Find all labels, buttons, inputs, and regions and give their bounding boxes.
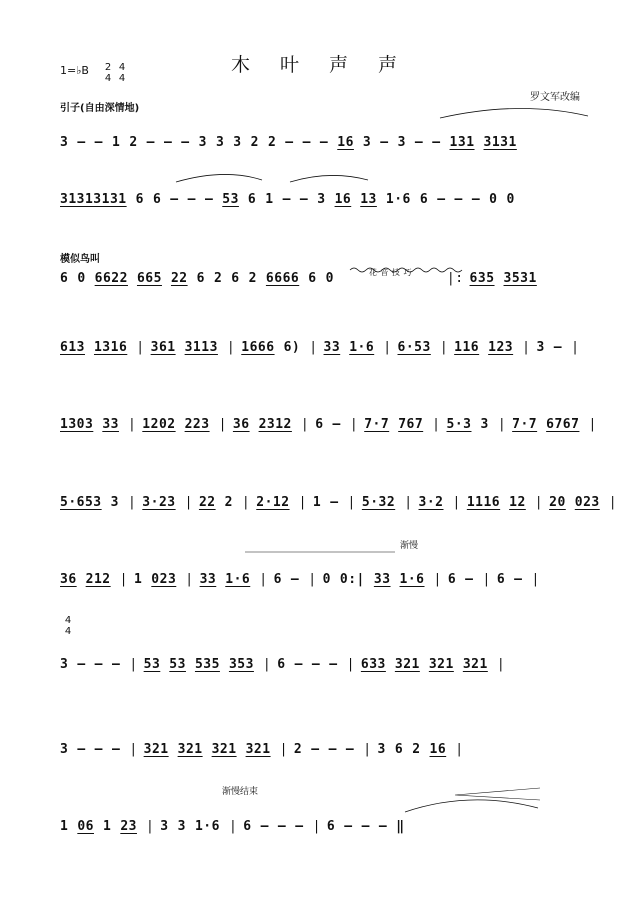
barline: | bbox=[433, 571, 442, 587]
dash: – bbox=[111, 656, 121, 672]
score-line-2 bbox=[60, 185, 590, 213]
barline: | bbox=[432, 416, 441, 432]
note-group: 131 bbox=[449, 134, 475, 150]
barline: | bbox=[312, 818, 321, 834]
note-group: 223 bbox=[184, 416, 210, 432]
dash: – bbox=[311, 656, 321, 672]
note-group: 53 bbox=[143, 656, 161, 672]
dash: – bbox=[328, 741, 337, 757]
dash: – bbox=[514, 571, 523, 587]
dash: – bbox=[302, 134, 311, 150]
note: 6 bbox=[196, 270, 205, 286]
note-group: 613 bbox=[60, 339, 85, 355]
arranger-credit: 罗文军改编 bbox=[530, 92, 580, 103]
dash: – bbox=[111, 741, 121, 757]
note-group: 1303 bbox=[60, 416, 94, 432]
barline: | bbox=[482, 571, 491, 587]
note-group: 1·6 bbox=[349, 339, 375, 355]
dash: – bbox=[380, 134, 389, 150]
barline: | bbox=[452, 494, 461, 510]
note-group: 321 bbox=[211, 741, 237, 757]
rest: 0 bbox=[489, 191, 498, 207]
note: 3 bbox=[317, 191, 326, 207]
note: 2 bbox=[248, 270, 257, 286]
score-line-4 bbox=[60, 333, 590, 361]
note: 2 bbox=[250, 134, 259, 150]
dash: – bbox=[170, 191, 179, 207]
score-line-10 bbox=[60, 812, 590, 840]
barline: | bbox=[145, 818, 155, 834]
score-line-6 bbox=[60, 488, 618, 516]
time-signature-2-4: 2 4 bbox=[104, 62, 112, 84]
note: 2 bbox=[267, 134, 277, 150]
note-group: 5·32 bbox=[361, 494, 396, 510]
note: 2 bbox=[293, 741, 303, 757]
bird-call-label: 模似鸟叫 bbox=[60, 254, 100, 265]
score-line-5 bbox=[60, 410, 597, 438]
note-group: 6622 bbox=[94, 270, 128, 286]
note-group: 321 bbox=[143, 741, 169, 757]
dash: – bbox=[432, 134, 441, 150]
note-group: 321 bbox=[462, 656, 488, 672]
note: 6 bbox=[231, 270, 240, 286]
note-group: 321 bbox=[177, 741, 203, 757]
note-group: 1·6 bbox=[399, 571, 425, 587]
note-group: 123 bbox=[488, 339, 514, 355]
barline: | bbox=[218, 416, 227, 432]
note-group: 31313131 bbox=[60, 191, 127, 207]
rest: 0 bbox=[506, 191, 515, 207]
dash: – bbox=[77, 656, 86, 672]
note: 1 bbox=[133, 571, 143, 587]
slur-arc bbox=[440, 108, 588, 118]
intro-label: 引子(自由深情地) bbox=[60, 103, 140, 114]
time-signature-4-4: 4 4 bbox=[118, 62, 126, 84]
rest: 0 bbox=[77, 270, 86, 286]
note-group: 7·7 bbox=[364, 416, 390, 432]
barline: | bbox=[184, 494, 193, 510]
rest: 0 bbox=[325, 270, 334, 286]
note-group: 33 bbox=[102, 416, 119, 432]
dash: – bbox=[277, 818, 287, 834]
note: 6 bbox=[247, 191, 257, 207]
note: 2 bbox=[224, 494, 233, 510]
dash: – bbox=[94, 134, 103, 150]
barline: | bbox=[496, 656, 506, 672]
barline: | bbox=[531, 571, 540, 587]
score-title: 木 叶 声 声 bbox=[230, 54, 410, 76]
note-group: 3·23 bbox=[142, 494, 176, 510]
note: 1 bbox=[102, 818, 112, 834]
note-group: 13 bbox=[360, 191, 377, 207]
dash: – bbox=[163, 134, 173, 150]
note: 1 bbox=[265, 191, 274, 207]
note-group: 212 bbox=[85, 571, 111, 587]
note-group: 5·653 bbox=[60, 494, 102, 510]
note: 2 bbox=[129, 134, 138, 150]
barline: | bbox=[608, 494, 618, 510]
note: 3 bbox=[110, 494, 119, 510]
note: 6 bbox=[152, 191, 162, 207]
time-signature-change: 4 4 bbox=[64, 615, 72, 637]
barline: | bbox=[262, 656, 272, 672]
dash: – bbox=[77, 134, 86, 150]
note-group: 33 bbox=[373, 571, 391, 587]
note-group: 023 bbox=[574, 494, 600, 510]
note-group: 36 bbox=[232, 416, 250, 432]
note: 6 bbox=[135, 191, 144, 207]
dash: – bbox=[465, 571, 474, 587]
note: 6 bbox=[273, 571, 282, 587]
note: 3 bbox=[215, 134, 225, 150]
note: 3 bbox=[60, 656, 69, 672]
barline: | bbox=[349, 416, 359, 432]
note-group: 1202 bbox=[142, 416, 176, 432]
note: 3 bbox=[397, 134, 406, 150]
barline: | bbox=[308, 571, 317, 587]
note: 3 bbox=[177, 818, 186, 834]
slur-arc bbox=[405, 800, 538, 812]
note: 6 bbox=[326, 818, 336, 834]
note-group: 321 bbox=[394, 656, 420, 672]
note: 3 bbox=[60, 741, 69, 757]
note: 6 bbox=[394, 741, 404, 757]
dash: – bbox=[282, 191, 291, 207]
note-group: 36 bbox=[60, 571, 77, 587]
note-group: 53 bbox=[222, 191, 239, 207]
note-group: 023 bbox=[151, 571, 177, 587]
score-line-8 bbox=[60, 650, 590, 678]
note: 6 bbox=[243, 818, 252, 834]
note: 3 bbox=[536, 339, 545, 355]
dash: – bbox=[329, 656, 338, 672]
score-line-3 bbox=[60, 264, 590, 292]
note-group: 1·6 bbox=[225, 571, 251, 587]
note: 1 bbox=[312, 494, 322, 510]
barline: | bbox=[228, 818, 238, 834]
note-group: 23 bbox=[120, 818, 137, 834]
note-group: 635 bbox=[469, 270, 495, 286]
note: 6 bbox=[277, 656, 286, 672]
ritardando-label: 渐慢 bbox=[400, 541, 419, 551]
barline: | bbox=[309, 339, 318, 355]
note: 3 bbox=[233, 134, 242, 150]
dash: – bbox=[181, 134, 190, 150]
note-group: 16 bbox=[429, 741, 447, 757]
note-group: 321 bbox=[428, 656, 454, 672]
note-group: 2312 bbox=[258, 416, 292, 432]
note: 1·6 bbox=[194, 818, 220, 834]
note: 1 bbox=[60, 818, 69, 834]
barline: | bbox=[241, 494, 251, 510]
note-group: 12 bbox=[509, 494, 526, 510]
barline: | bbox=[136, 339, 145, 355]
note: 3 bbox=[198, 134, 207, 150]
score-line-7 bbox=[60, 565, 590, 593]
dash: – bbox=[94, 741, 103, 757]
score-line-9 bbox=[60, 735, 590, 763]
barline: | bbox=[346, 656, 355, 672]
barline: | bbox=[522, 339, 531, 355]
barline: | bbox=[383, 339, 392, 355]
dash: – bbox=[378, 818, 388, 834]
dash: – bbox=[345, 741, 355, 757]
dash: – bbox=[187, 191, 196, 207]
dash: – bbox=[330, 494, 339, 510]
note-group: 353 bbox=[228, 656, 254, 672]
note-group: 3113 bbox=[184, 339, 218, 355]
barline: | bbox=[129, 656, 138, 672]
barline: | bbox=[127, 416, 137, 432]
note: 6 bbox=[308, 270, 317, 286]
dash: – bbox=[204, 191, 214, 207]
note: 2 bbox=[412, 741, 421, 757]
dash: – bbox=[344, 818, 353, 834]
repeat-end: 0:| bbox=[339, 571, 365, 587]
slur-arc bbox=[290, 175, 368, 182]
note: 3 bbox=[480, 416, 489, 432]
ritardando-end-label: 渐慢结束 bbox=[222, 787, 259, 797]
note-group: 116 bbox=[454, 339, 480, 355]
note-group: 633 bbox=[360, 656, 386, 672]
barline: | bbox=[129, 741, 138, 757]
barline: | bbox=[571, 339, 580, 355]
note-group: 33 bbox=[323, 339, 341, 355]
note: 1·6 bbox=[385, 191, 411, 207]
note: 6 bbox=[447, 571, 457, 587]
barline: | bbox=[119, 571, 128, 587]
barline: | bbox=[185, 571, 194, 587]
barline: | bbox=[300, 416, 310, 432]
dash: – bbox=[285, 134, 294, 150]
note-group: 665 bbox=[136, 270, 162, 286]
note: 6 bbox=[315, 416, 324, 432]
note: 3 bbox=[160, 818, 169, 834]
note-group: 20 bbox=[549, 494, 566, 510]
flower-technique-label: 花 音 技 巧 bbox=[368, 267, 412, 277]
note-group: 22 bbox=[170, 270, 188, 286]
note-group: 7·7 bbox=[512, 416, 538, 432]
dash: – bbox=[454, 191, 463, 207]
note: 3 bbox=[377, 741, 386, 757]
barline: | bbox=[497, 416, 507, 432]
note-group: 3·2 bbox=[418, 494, 444, 510]
dash: – bbox=[146, 134, 155, 150]
dash: – bbox=[260, 818, 269, 834]
barline: | bbox=[127, 494, 137, 510]
note: 6 bbox=[419, 191, 429, 207]
barline: | bbox=[534, 494, 544, 510]
barline: | bbox=[298, 494, 307, 510]
dash: – bbox=[295, 818, 304, 834]
dash: – bbox=[361, 818, 370, 834]
dash: – bbox=[471, 191, 481, 207]
dash: – bbox=[290, 571, 300, 587]
note: 3 bbox=[362, 134, 372, 150]
note: 6) bbox=[283, 339, 301, 355]
note-group: 3131 bbox=[483, 134, 517, 150]
note-group: 6·53 bbox=[397, 339, 431, 355]
note-group: 361 bbox=[150, 339, 176, 355]
dash: – bbox=[94, 656, 103, 672]
barline: | bbox=[363, 741, 372, 757]
note: 1 bbox=[111, 134, 121, 150]
dash: – bbox=[77, 741, 86, 757]
barline: | bbox=[439, 339, 449, 355]
diminuendo-hairpin bbox=[455, 788, 540, 800]
note-group: 6767 bbox=[546, 416, 580, 432]
dash: – bbox=[553, 339, 563, 355]
barline: | bbox=[404, 494, 413, 510]
note-group: 1316 bbox=[93, 339, 128, 355]
note-group: 16 bbox=[334, 191, 352, 207]
barline: | bbox=[588, 416, 597, 432]
note: 6 bbox=[496, 571, 506, 587]
repeat-start-barline: |: bbox=[446, 270, 464, 286]
dash: – bbox=[311, 741, 320, 757]
barline: | bbox=[226, 339, 236, 355]
barline: | bbox=[279, 741, 288, 757]
key-signature: 1=♭B bbox=[60, 64, 89, 77]
note-group: 767 bbox=[398, 416, 424, 432]
final-barline: ‖ bbox=[396, 818, 405, 834]
barline: | bbox=[455, 741, 464, 757]
note: 6 bbox=[60, 270, 69, 286]
dash: – bbox=[294, 656, 303, 672]
note-group: 1116 bbox=[466, 494, 501, 510]
note-group: 321 bbox=[245, 741, 271, 757]
dash: – bbox=[319, 134, 329, 150]
slur-arc bbox=[176, 174, 262, 182]
dash: – bbox=[437, 191, 446, 207]
note-group: 3531 bbox=[503, 270, 537, 286]
dash: – bbox=[414, 134, 424, 150]
score-line-1 bbox=[60, 128, 590, 156]
barline: | bbox=[347, 494, 356, 510]
note-group: 22 bbox=[198, 494, 216, 510]
note-group: 1666 bbox=[241, 339, 275, 355]
note-group: 33 bbox=[199, 571, 217, 587]
note-group: 6666 bbox=[265, 270, 300, 286]
note-group: 53 bbox=[169, 656, 186, 672]
note-group: 5·3 bbox=[446, 416, 472, 432]
barline: | bbox=[259, 571, 268, 587]
note-group: 16 bbox=[337, 134, 354, 150]
note-group: 2·12 bbox=[256, 494, 290, 510]
dash: – bbox=[299, 191, 309, 207]
note-group: 535 bbox=[194, 656, 220, 672]
note-group: 06 bbox=[77, 818, 94, 834]
note: 2 bbox=[213, 270, 223, 286]
dash: – bbox=[332, 416, 341, 432]
note: 3 bbox=[60, 134, 69, 150]
rest: 0 bbox=[322, 571, 331, 587]
